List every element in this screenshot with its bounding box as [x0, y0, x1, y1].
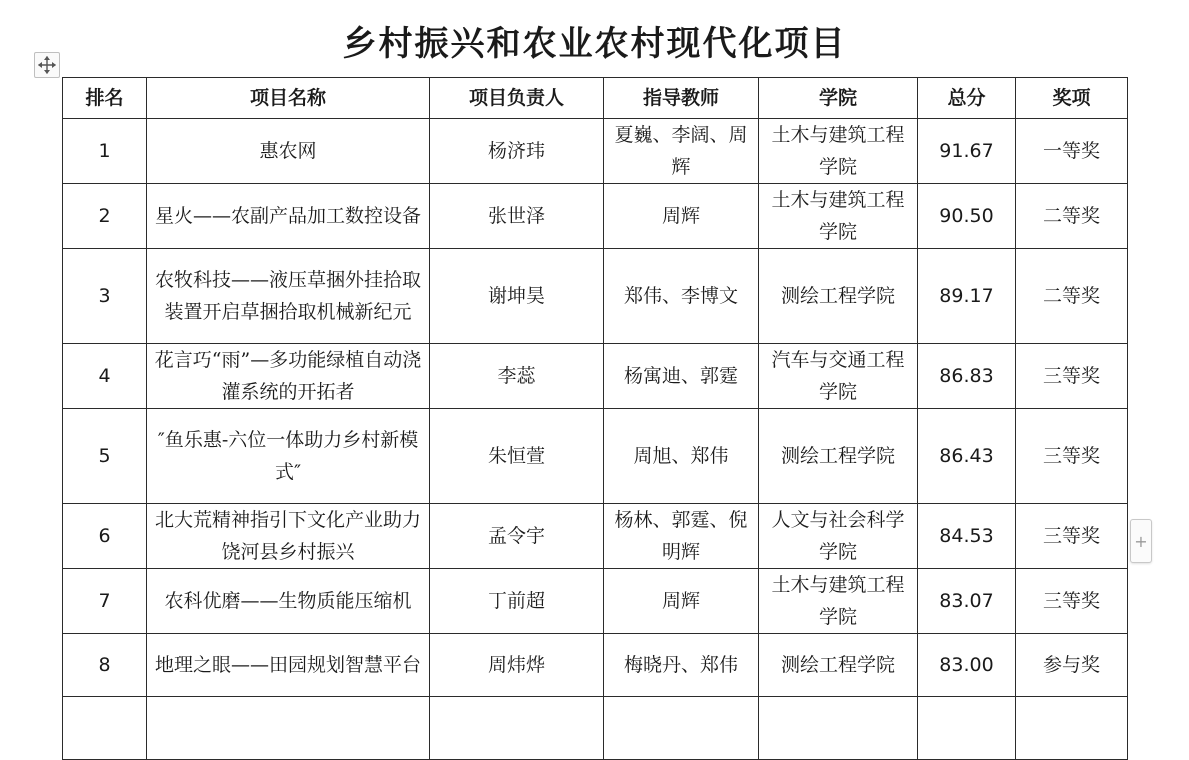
rank-cell: 7 [63, 569, 147, 634]
table-header-row [63, 78, 1128, 119]
plus-icon: + [1134, 531, 1148, 551]
rank-cell: 1 [63, 119, 147, 184]
award-cell: 二等奖 [1016, 184, 1128, 249]
college-cell: 汽车与交通工程学院 [759, 344, 918, 409]
rank-cell: 6 [63, 504, 147, 569]
award-cell: 三等奖 [1016, 569, 1128, 634]
college-cell: 土木与建筑工程学院 [759, 119, 918, 184]
college-cell: 人文与社会科学学院 [759, 504, 918, 569]
college-cell: 测绘工程学院 [759, 409, 918, 504]
score-cell: 86.83 [918, 344, 1016, 409]
table-row [63, 184, 1128, 249]
move-arrows-icon [37, 55, 57, 75]
advisor-cell: 周旭、郑伟 [604, 409, 759, 504]
table-row [63, 697, 1128, 760]
award-cell: 参与奖 [1016, 634, 1128, 697]
score-cell: 83.00 [918, 634, 1016, 697]
score-cell: 86.43 [918, 409, 1016, 504]
award-cell: 二等奖 [1016, 249, 1128, 344]
header-project-leader: 项目负责人 [430, 78, 604, 119]
project-name-cell: 花言巧“雨”—多功能绿植自动浇灌系统的开拓者 [147, 344, 430, 409]
college-cell: 测绘工程学院 [759, 634, 918, 697]
table-row [63, 634, 1128, 697]
rank-cell: 4 [63, 344, 147, 409]
header-college: 学院 [759, 78, 918, 119]
header-advisor: 指导教师 [604, 78, 759, 119]
leader-cell: 杨济玮 [430, 119, 604, 184]
leader-cell: 周炜烨 [430, 634, 604, 697]
leader-cell: 张世泽 [430, 184, 604, 249]
header-total-score: 总分 [918, 78, 1016, 119]
document-title: 乡村振兴和农业农村现代化项目 [342, 24, 847, 64]
rank-cell: 3 [63, 249, 147, 344]
score-cell: 84.53 [918, 504, 1016, 569]
college-cell: 土木与建筑工程学院 [759, 184, 918, 249]
project-name-cell: 农牧科技——液压草捆外挂拾取装置开启草捆拾取机械新纪元 [147, 249, 430, 344]
advisor-cell: 梅晓丹、郑伟 [604, 634, 759, 697]
add-row-button[interactable] [1130, 519, 1152, 563]
leader-cell: 孟令宇 [430, 504, 604, 569]
award-cell: 三等奖 [1016, 504, 1128, 569]
advisor-cell: 郑伟、李博文 [604, 249, 759, 344]
project-name-cell: 地理之眼——田园规划智慧平台 [147, 634, 430, 697]
awards-table [62, 77, 1128, 760]
advisor-cell: 杨寓迪、郭霆 [604, 344, 759, 409]
score-cell: 83.07 [918, 569, 1016, 634]
table-move-handle[interactable] [34, 52, 60, 78]
college-cell: 土木与建筑工程学院 [759, 569, 918, 634]
project-name-cell: ″鱼乐惠-六位一体助力乡村新模式″ [147, 409, 430, 504]
college-cell: 测绘工程学院 [759, 249, 918, 344]
leader-cell: 李蕊 [430, 344, 604, 409]
advisor-cell: 周辉 [604, 569, 759, 634]
table-row [63, 569, 1128, 634]
rank-cell: 5 [63, 409, 147, 504]
table-row [63, 344, 1128, 409]
score-cell: 90.50 [918, 184, 1016, 249]
table-row [63, 504, 1128, 569]
advisor-cell: 杨林、郭霆、倪明辉 [604, 504, 759, 569]
header-project-name: 项目名称 [147, 78, 430, 119]
project-name-cell: 星火——农副产品加工数控设备 [147, 184, 430, 249]
advisor-cell: 夏巍、李阔、周辉 [604, 119, 759, 184]
rank-cell: 8 [63, 634, 147, 697]
leader-cell: 丁前超 [430, 569, 604, 634]
project-name-cell: 农科优磨——生物质能压缩机 [147, 569, 430, 634]
award-cell: 三等奖 [1016, 409, 1128, 504]
table-row [63, 409, 1128, 504]
award-cell: 三等奖 [1016, 344, 1128, 409]
award-cell: 一等奖 [1016, 119, 1128, 184]
project-name-cell: 北大荒精神指引下文化产业助力饶河县乡村振兴 [147, 504, 430, 569]
header-rank: 排名 [63, 78, 147, 119]
score-cell: 91.67 [918, 119, 1016, 184]
project-name-cell: 惠农网 [147, 119, 430, 184]
table-row [63, 119, 1128, 184]
leader-cell: 谢坤昊 [430, 249, 604, 344]
score-cell: 89.17 [918, 249, 1016, 344]
table-row [63, 249, 1128, 344]
header-award: 奖项 [1016, 78, 1128, 119]
leader-cell: 朱恒萱 [430, 409, 604, 504]
rank-cell: 2 [63, 184, 147, 249]
advisor-cell: 周辉 [604, 184, 759, 249]
